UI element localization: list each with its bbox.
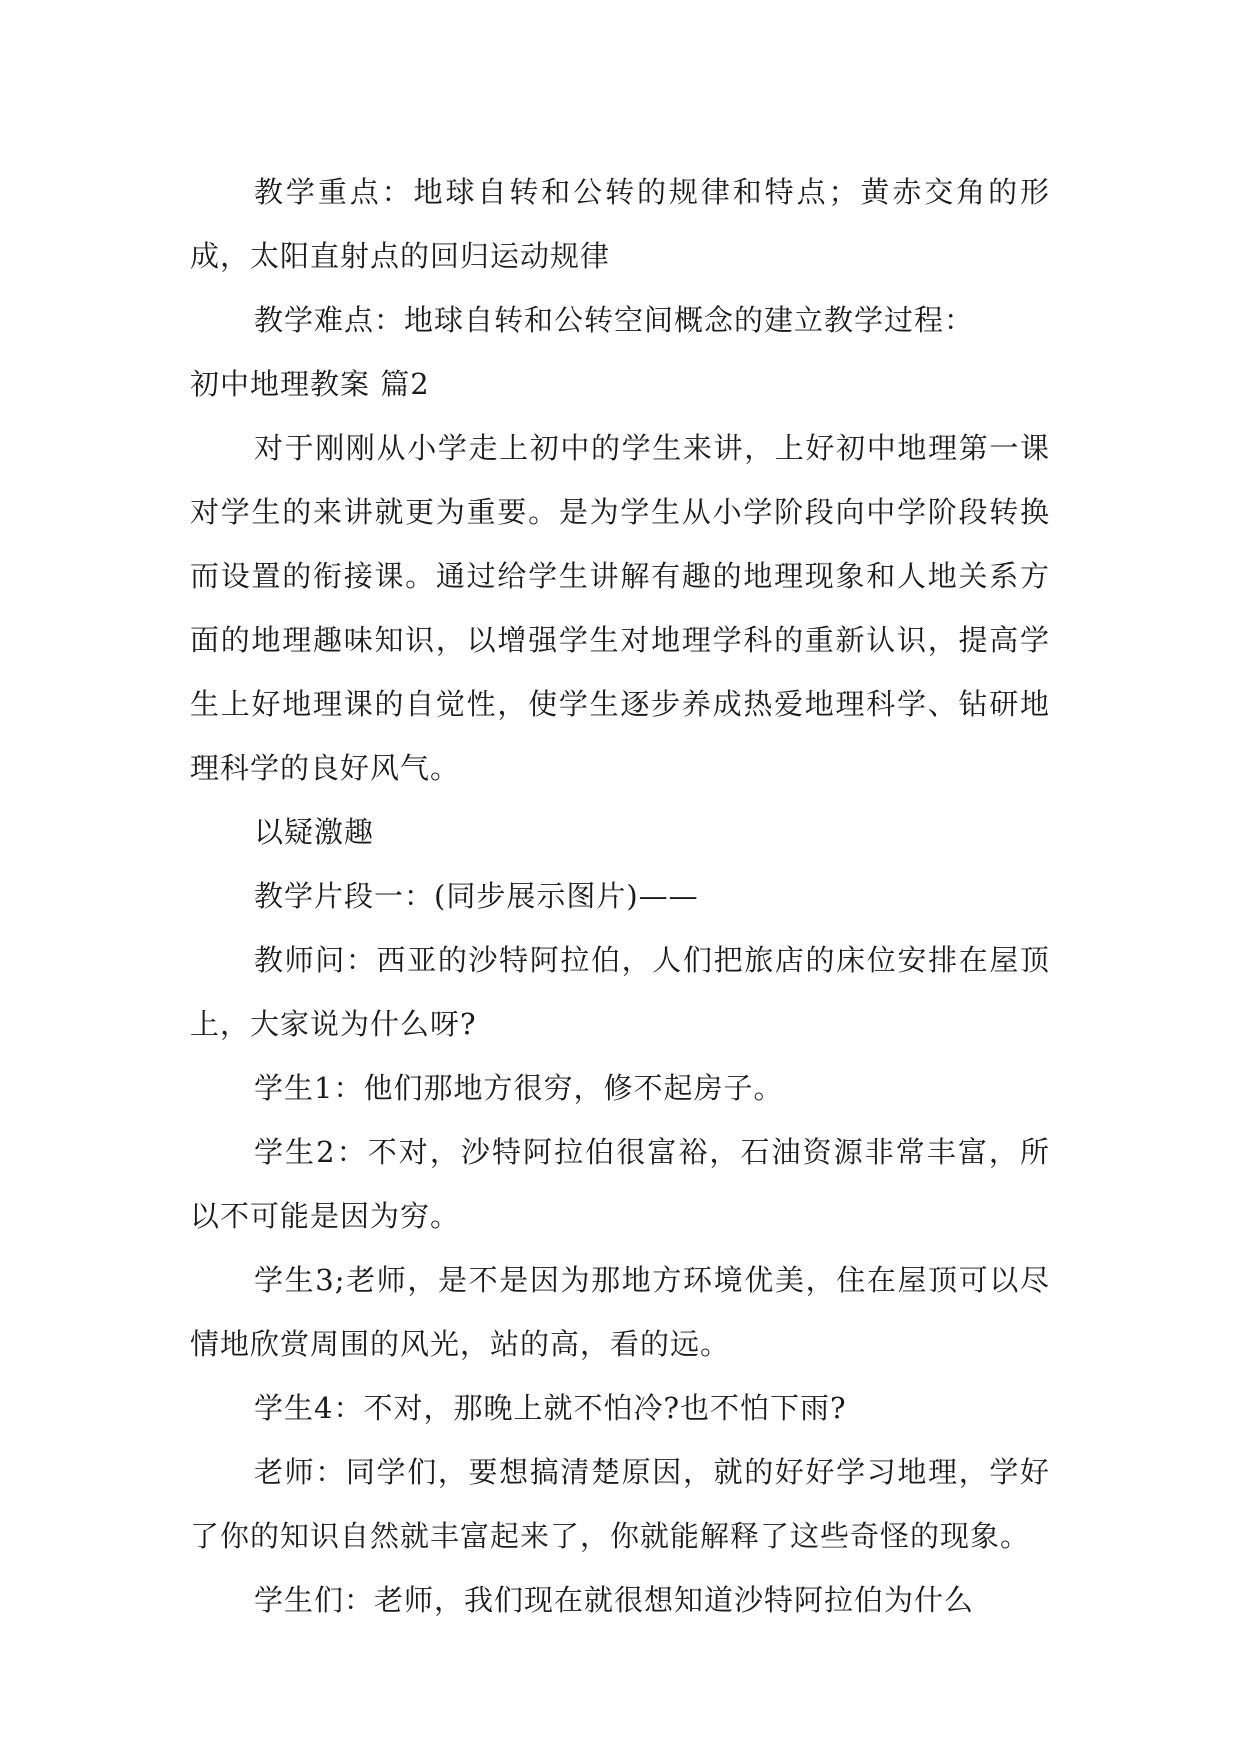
paragraph-teacher-question: 教师问：西亚的沙特阿拉伯，人们把旅店的床位安排在屋顶上，大家说为什么呀? — [190, 943, 1050, 1041]
paragraph-intro: 对于刚刚从小学走上初中的学生来讲，上好初中地理第一课对学生的来讲就更为重要。是为学生从小学阶段向中学阶段转换而设置的衔接课。通过给学生讲解有趣的地理现象和人地关系方面的地理趣味知识，以增强学生对地理学科的重新认识，提高学生上好地理课的自觉性，使学生逐步养成热爱地理科学、钻研地理科学的良好风气。 — [190, 431, 1050, 785]
paragraph-student-2: 学生2：不对，沙特阿拉伯很富裕，石油资源非常丰富，所以不可能是因为穷。 — [190, 1135, 1050, 1233]
paragraph-segment-one: 教学片段一：(同步展示图片)—— — [254, 879, 699, 913]
paragraph-students: 学生们：老师，我们现在就很想知道沙特阿拉伯为什么 — [254, 1583, 975, 1617]
paragraph-key-points: 教学重点：地球自转和公转的规律和特点；黄赤交角的形成，太阳直射点的回归运动规律 — [190, 175, 1050, 273]
section-title: 初中地理教案 篇2 — [190, 367, 430, 401]
paragraph-student-3: 学生3;老师，是不是因为那地方环境优美，住在屋顶可以尽情地欣赏周围的风光，站的高，看的远。 — [190, 1263, 1050, 1361]
paragraph-difficulties: 教学难点：地球自转和公转空间概念的建立教学过程： — [254, 303, 975, 337]
subheading: 以疑激趣 — [254, 815, 375, 849]
document-page — [190, 160, 1050, 1632]
paragraph-teacher-answer: 老师：同学们，要想搞清楚原因，就的好好学习地理，学好了你的知识自然就丰富起来了，你就能解释了这些奇怪的现象。 — [190, 1455, 1050, 1553]
paragraph-student-4: 学生4：不对，那晚上就不怕冷?也不怕下雨? — [254, 1391, 847, 1425]
paragraph-student-1: 学生1：他们那地方很穷，修不起房子。 — [254, 1071, 784, 1105]
